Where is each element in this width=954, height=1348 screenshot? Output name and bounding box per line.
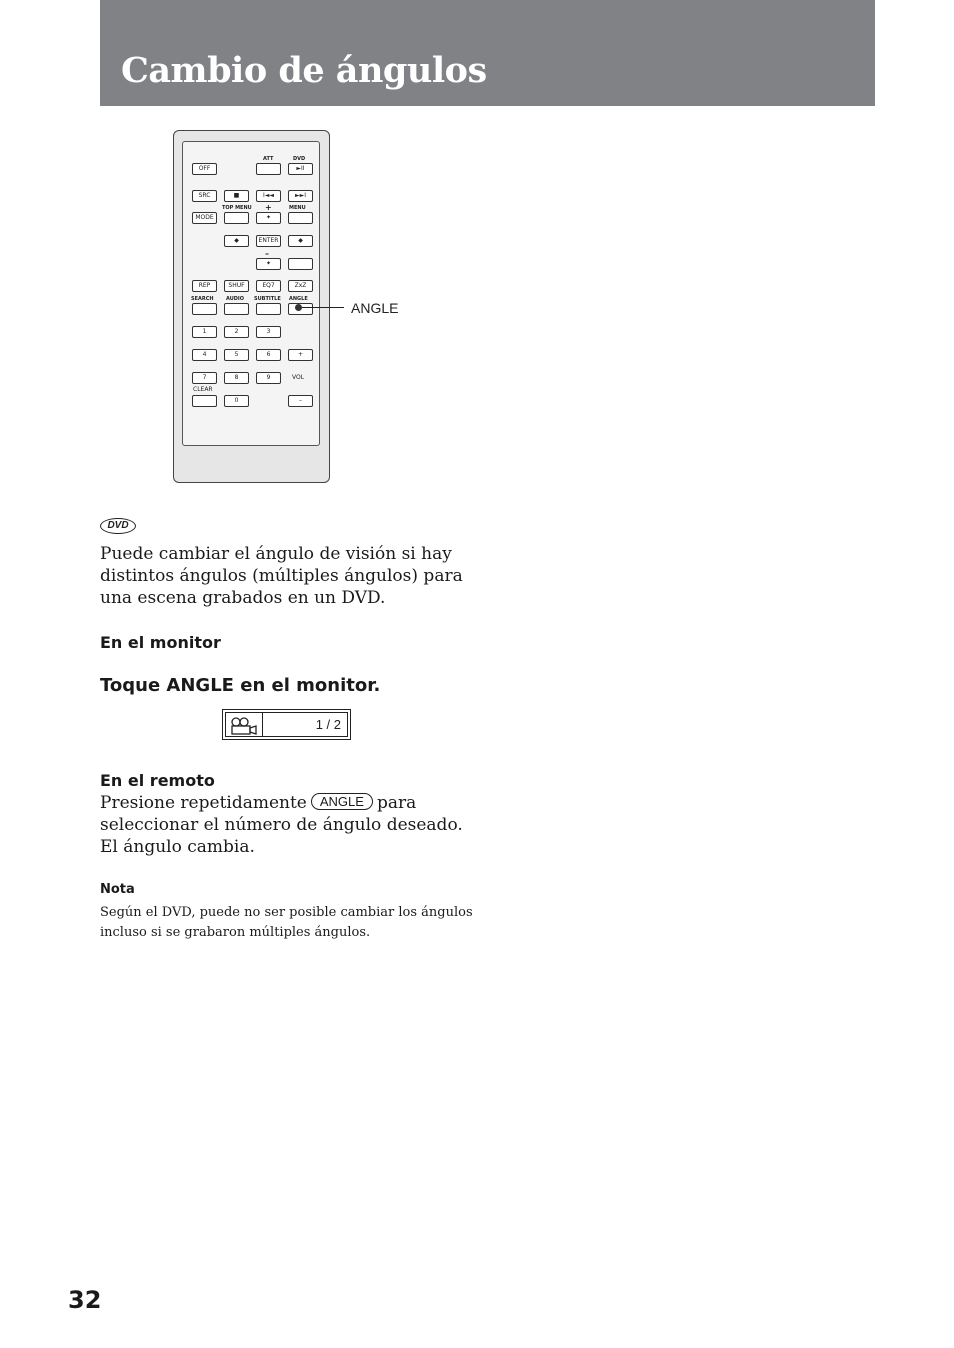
page-title: Cambio de ángulos (121, 50, 487, 91)
menu-label: MENU (289, 205, 306, 211)
remote-text-before: Presione repetidamente (100, 793, 307, 813)
remote-heading: En el remoto (100, 771, 215, 790)
angle-label: ANGLE (289, 296, 308, 302)
dvd-icon: DVD (100, 518, 136, 534)
remote-instruction-line2: seleccionar el número de ángulo deseado. (100, 815, 463, 835)
plus-label: + (265, 203, 272, 212)
angle-value: 1 / 2 (315, 717, 341, 732)
prev-button: I◄◄ (256, 190, 281, 202)
top-menu-label: TOP MENU (222, 205, 252, 211)
search-label: SEARCH (191, 296, 214, 302)
remote-panel (182, 141, 320, 446)
note-text: Según el DVD, puede no ser posible cambiar los ángulos incluso si se grabaron múltiples ángulos. (100, 905, 473, 940)
num-6-button: 6 (256, 349, 281, 361)
top-menu-button (224, 212, 249, 224)
mode-button: MODE (192, 212, 217, 224)
intro-paragraph: Puede cambiar el ángulo de visión si hay distintos ángulos (múltiples ángulos) para una escena grabados en un DVD. (100, 544, 463, 608)
down-button: ✦ (256, 258, 281, 270)
dvd-label: DVD (293, 156, 306, 162)
num-9-button: 9 (256, 372, 281, 384)
right-button: ◆ (288, 235, 313, 247)
att-label: ATT (263, 156, 274, 162)
play-pause-button: ►II (288, 163, 313, 175)
vol-label: VOL (292, 374, 305, 381)
note-heading: Nota (100, 882, 135, 897)
menu-button (288, 212, 313, 224)
num-2-button: 2 (224, 326, 249, 338)
enter-button: ENTER (256, 235, 281, 247)
vol-plus-button: + (288, 349, 313, 361)
page-number: 32 (68, 1286, 102, 1314)
camera-icon (229, 716, 259, 736)
remote-text-after: para (376, 793, 417, 813)
num-3-button: 3 (256, 326, 281, 338)
angle-key: ANGLE (311, 793, 373, 810)
rep-button: REP (192, 280, 217, 292)
stop-button: ■ (224, 190, 249, 202)
att-button (256, 163, 281, 175)
num-8-button: 8 (224, 372, 249, 384)
audio-label: AUDIO (226, 296, 245, 302)
angle-callout-label: ANGLE (351, 300, 399, 316)
num-4-button: 4 (192, 349, 217, 361)
subtitle-label: SUBTITLE (254, 296, 281, 302)
monitor-step: Toque ANGLE en el monitor. (100, 675, 381, 696)
minus-label: – (265, 249, 269, 258)
clear-label: CLEAR (193, 386, 213, 393)
num-7-button: 7 (192, 372, 217, 384)
search-button (192, 303, 217, 315)
vol-minus-button: – (288, 395, 313, 407)
monitor-display (222, 709, 351, 740)
return-button (288, 258, 313, 270)
remote-instruction-line1 (100, 792, 416, 814)
left-button: ◆ (224, 235, 249, 247)
src-button: SRC (192, 190, 217, 202)
num-1-button: 1 (192, 326, 217, 338)
up-button: ✦ (256, 212, 281, 224)
num-5-button: 5 (224, 349, 249, 361)
audio-button (224, 303, 249, 315)
angle-callout-line (298, 307, 344, 308)
next-button: ►►I (288, 190, 313, 202)
monitor-divider (262, 713, 263, 736)
eq7-button: EQ7 (256, 280, 281, 292)
shuf-button: SHUF (224, 280, 249, 292)
off-button: OFF (192, 163, 217, 175)
remote-instruction-line3: El ángulo cambia. (100, 837, 255, 857)
angle-callout-dot (295, 304, 302, 311)
zxz-button: ZxZ (288, 280, 313, 292)
clear-button (192, 395, 217, 407)
subtitle-button (256, 303, 281, 315)
num-0-button: 0 (224, 395, 249, 407)
monitor-heading: En el monitor (100, 633, 221, 652)
